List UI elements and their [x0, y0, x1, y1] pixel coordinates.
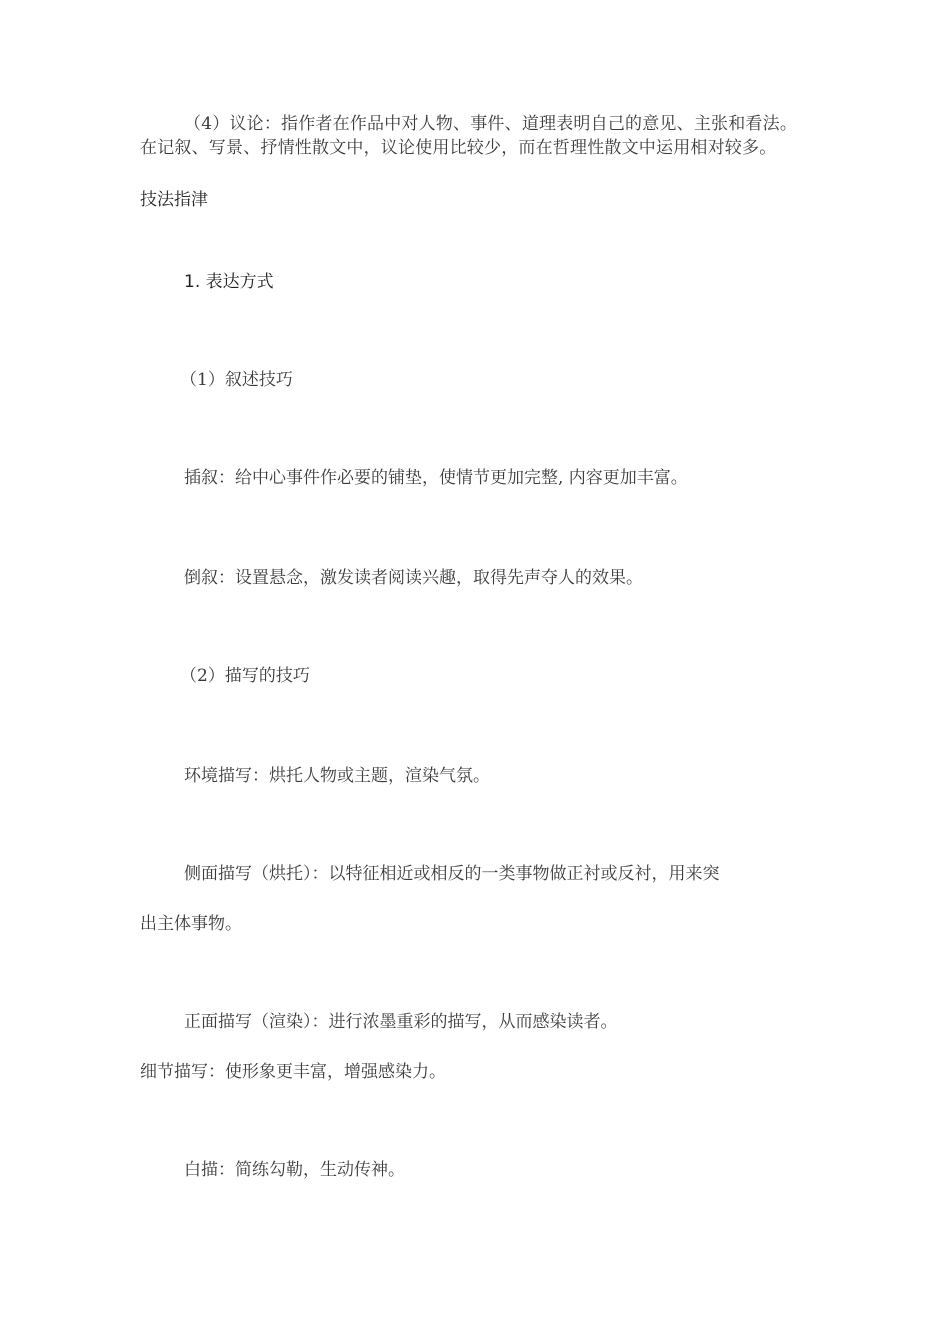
- text-side-description-line2: 出主体事物。: [140, 914, 242, 934]
- text-environment-description: 环境描写：烘托人物或主题，渲染气氛。: [184, 766, 490, 786]
- heading-expression-methods: 1. 表达方式: [184, 272, 274, 292]
- paragraph-discussion: （4）议论：指作者在作品中对人物、事件、道理表明自己的意见、主张和看法。在记叙、写景、抒情性散文中，议论使用比较少，而在哲理性散文中运用相对较多。: [140, 114, 798, 158]
- text-front-description: 正面描写（渲染）：进行浓墨重彩的描写，从而感染读者。: [184, 1012, 618, 1032]
- heading-description-skills: （2）描写的技巧: [180, 666, 310, 686]
- text-insertion: 插叙：给中心事件作必要的铺垫，使情节更加完整, 内容更加丰富。: [184, 468, 688, 488]
- text-flashback: 倒叙：设置悬念，激发读者阅读兴趣，取得先声夺人的效果。: [184, 568, 643, 588]
- text-sketch: 白描：简练勾勒，生动传神。: [184, 1160, 405, 1180]
- text-side-description-line1: 侧面描写（烘托）：以特征相近或相反的一类事物做正衬或反衬，用来突: [184, 864, 720, 884]
- heading-narration-skills: （1）叙述技巧: [180, 370, 293, 390]
- text-detail-description: 细节描写：使形象更丰富，增强感染力。: [140, 1062, 446, 1082]
- heading-techniques: 技法指津: [140, 190, 208, 210]
